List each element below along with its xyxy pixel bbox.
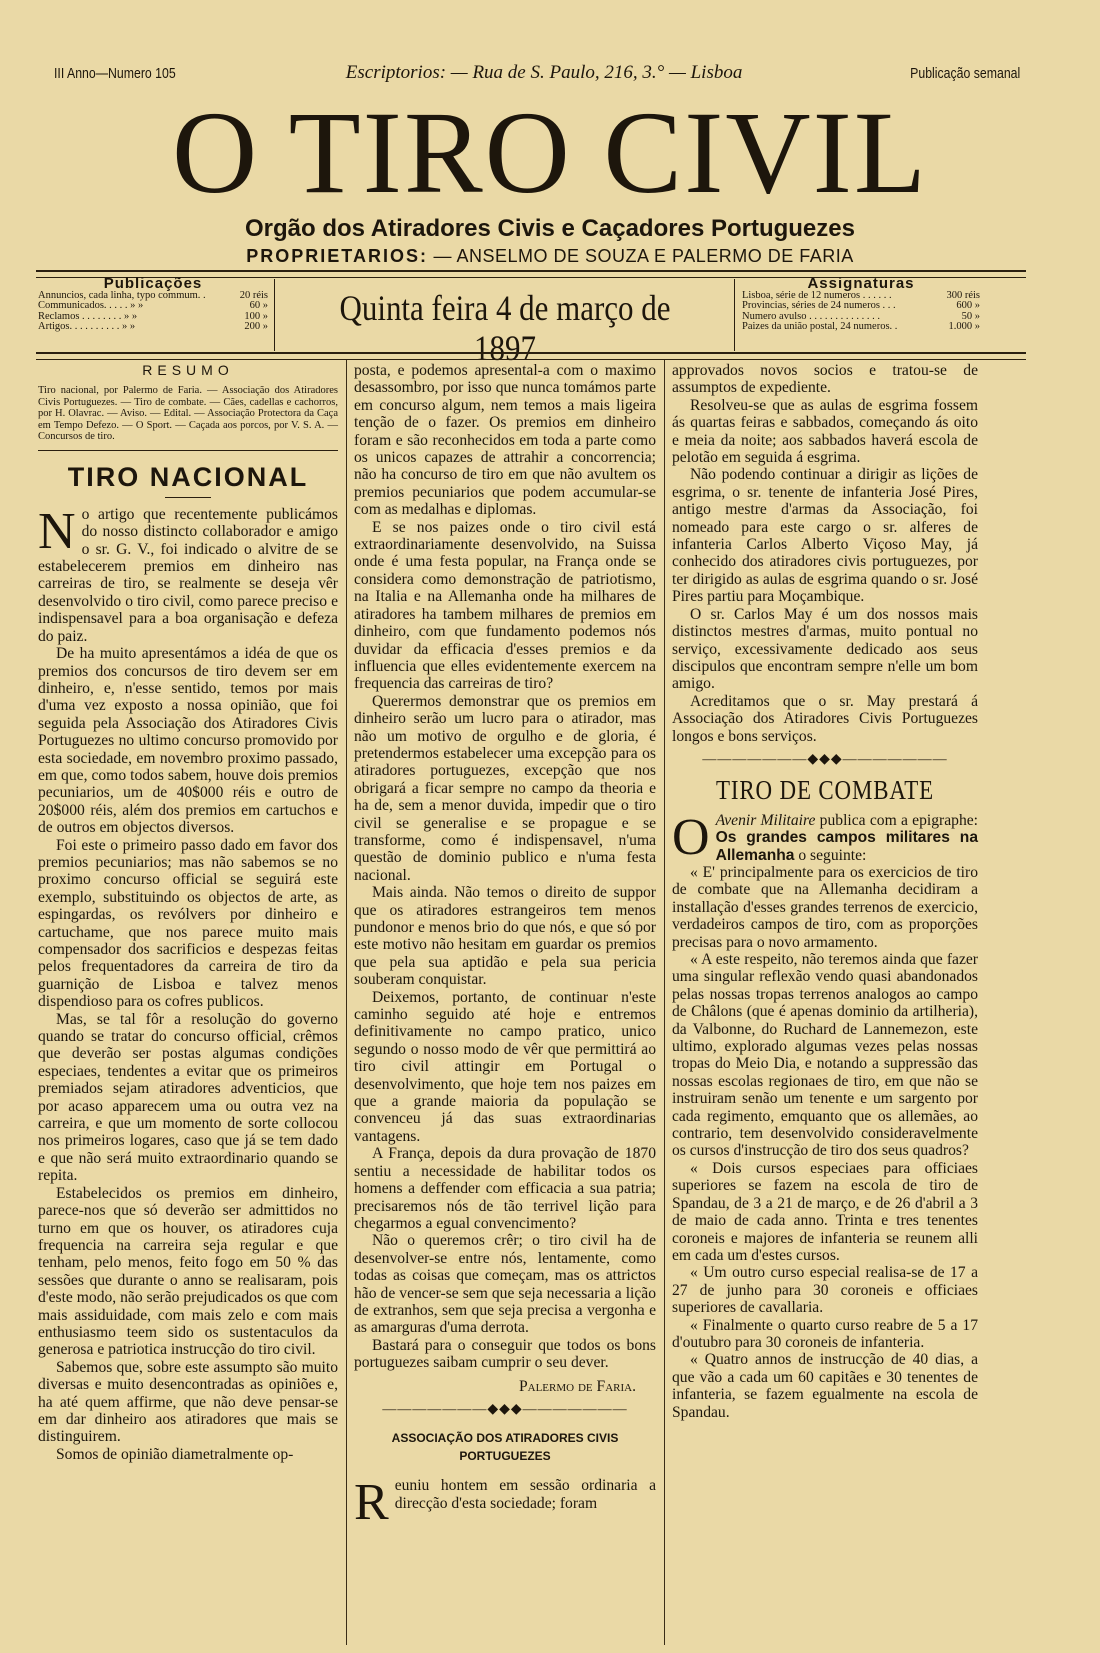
- article-paragraph: Sabemos que, sobre este assumpto são muito diversas e muito desencontradas as opiniões e, ha até quem affirme, que não deve pensar-se em dar dinheiro aos atiradores que mais se distinguirem.: [38, 1358, 338, 1446]
- article-paragraph: Acreditamos que o sr. May prestará á Associação dos Atiradores Civis Portuguezes longos e bons serviços.: [672, 692, 978, 745]
- paragraph-text: euniu hontem em sessão ordinaria a direcção d'esta sociedade; foram: [394, 1477, 656, 1512]
- article-paragraph: « Quatro annos de instrucção de 40 dias, a que vão a cada um 60 capitães e 30 tenentes de infanteria, se fazem egualmente na escola de Spandau.: [672, 1351, 978, 1421]
- subscription-label: Paizes da união postal, 24 numeros. .: [742, 322, 898, 332]
- drop-cap: O: [672, 808, 710, 866]
- subscription-value: 50 »: [961, 310, 980, 322]
- article-paragraph: « Finalmente o quarto curso reabre de 5 a 17 d'outubro para 30 coroneis de infanteria.: [672, 1316, 978, 1351]
- subscription-label: Numero avulso . . . . . . . . . . . . . .: [742, 311, 880, 322]
- subscription-value: 300 réis: [946, 289, 980, 301]
- article-paragraph: Somos de opinião diametralmente op-: [56, 1445, 294, 1463]
- owners-line: [0, 246, 1100, 267]
- article-paragraph: Foi este o primeiro passo dado em favor dos premios pecuniarios; mas não sabemos se no proximo concurso official se seguirá este exemplo, substituindo os objectos de arte, as espingardas, os revólvers por dinheiro e cartuchame, que nos parece muito mais compensador dos sacrificios e despezas feitas pelos frequentadores da carreira de tiro da guarnição de Lisboa e talvez menos dispendioso para os cofres publicos.: [38, 836, 338, 1011]
- masthead-subtitle: Orgão dos Atiradores Civis e Caçadores Portuguezes: [245, 215, 855, 242]
- article-paragraph: « Dois cursos especiaes para officiaes superiores se fazem na escola de tiro de Spandau, de 3 a 21 de março, e de 26 d'abril a 3 de maio de cada anno. Trinta e tres tenentes coroneis e majores de infanteria se reunem alli em cada um d'estes cursos.: [672, 1159, 978, 1264]
- resumo-text: Tiro nacional, por Palermo de Faria. — Associação dos Atiradores Civis Portuguezes. — Tiro de combate. — Cães, cadellas e cachorros, por H. Olavrac. — Aviso. — Edital. — Associação Protectora da Caça em Tempo Defezo. — O Sport. — Caçada aos porcos, por V. S. A. — Concursos de tiro.: [38, 385, 338, 443]
- rate-label: Artigos. . . . . . . . . . » »: [38, 322, 136, 332]
- paragraph-text: o artigo que recentemente publicámos do nosso distincto collaborador e amigo o sr. G. V., foi indicado o alvitre de se estabelecerem premios em dinheiro nas carreiras de tiro, se realmente se deseja vêr desenvolvido o tiro civil, como parece preciso e indispensavel para a boa organisação e defeza do paiz.: [38, 505, 338, 645]
- masthead-title: O TIRO CIVIL: [172, 87, 928, 218]
- column-3: [672, 362, 978, 1421]
- article-paragraph: Resolveu-se que as aulas de esgrima fossem ás quartas feiras e sabbados, começando ás oito e meia da noite; aos sabbados haverá escola de pelotão em seguida á esgrima.: [672, 396, 978, 467]
- subscription-row: [742, 322, 980, 333]
- article-paragraph: Deixemos, portanto, de continuar n'este caminho seguido até hoje e entremos definitivamente no campo pratico, unico segundo o nosso modo de vêr que permittirá ao tiro civil attingir em Portugal o desenvolvimento, que hoje tem nos paizes em que a grande maioria da população se convenceu já das suas extraordinarias vantagens.: [354, 988, 656, 1145]
- owners-label: PROPRIETARIOS:: [246, 246, 428, 266]
- band-rule: [36, 352, 1026, 360]
- issue-date: Quinta feira 4 de março de 1897: [339, 288, 671, 368]
- article-paragraph: « Um outro curso especial realisa-se de 17 a 27 de junho para 30 coroneis e officiaes superiores de cavallaria.: [672, 1264, 978, 1317]
- quoted-title: Os grandes campos militares na Allemanha: [715, 829, 978, 864]
- source-name: Avenir Militaire: [715, 811, 816, 829]
- rate-value: 20 réis: [239, 289, 268, 301]
- drop-cap: R: [354, 1474, 389, 1532]
- tiro-combate-title: TIRO DE COMBATE: [715, 775, 935, 806]
- top-strip: [54, 62, 1020, 84]
- rate-row: [38, 291, 268, 302]
- column-divider: [346, 360, 347, 1645]
- assignaturas-box: [742, 275, 980, 351]
- article-paragraph: « A este respeito, não teremos ainda que fazer uma singular reflexão vendo quasi abandonados pelas nossas tropas terrenos analogos ao campo de Châlons (que é apenas dominio da artilheria), da Valbonne, do Ruchard de Lannemezon, este ultimo, explorado algumas vezes pelas nossas tropas do Meio Dia, e notando a suppressão das nossas escolas regionaes de tiro, em que não se instruiram senão um tenente e um sargento por cada regimento, emquanto que os allemães, ao contrario, tem desenvolvido consideravelmente os cursos d'instrucção de tiro dos seus quadros?: [672, 951, 978, 1160]
- article-paragraph: O sr. Carlos May é um dos nossos mais distinctos mestres d'armas, muito pontual no serviço, excessivamente dedicado aos seus discipulos que encontram sempre n'elle um bom amigo.: [672, 605, 978, 693]
- signature: Palermo de Faria.: [518, 1377, 636, 1395]
- issue-number: III Anno—Numero 105: [54, 65, 176, 82]
- publication-frequency: Publicação semanal: [909, 65, 1020, 82]
- rate-row: [38, 312, 268, 323]
- subscription-row: [742, 312, 980, 323]
- assignaturas-title: Assignaturas: [807, 275, 915, 292]
- rate-value: 100 »: [244, 310, 268, 322]
- rate-label: Reclamos . . . . . . . . » »: [38, 311, 138, 322]
- paragraph-text: publica com a epigraphe:: [815, 811, 978, 829]
- column-1: [38, 362, 338, 1463]
- article-paragraph: E se nos paizes onde o tiro civil está extraordinariamente desenvolvido, na Suissa onde é uma festa popular, na França onde se considera como demonstração de patriotismo, na Italia e na Allemanha onde ha milhares de atiradores ha tambem milhares de premios em dinheiro, com que fundamento podemos nós duvidar da efficacia d'esses premios e da influencia que elles evidentemente exercem na frequencia das carreiras de tiro?: [354, 518, 656, 693]
- article-paragraph: De ha muito apresentámos a idéa de que os premios dos concursos de tiro devem ser em dinheiro, e, n'esse sentido, temos por mais d'uma vez exposto a nossa opinião, que foi seguida pela Associação dos Atiradores Civis Portuguezes no ultimo concurso promovido por esta sociedade, em novembro proximo passado, em que, como todos sabem, houve dois premios pecuniarios, um de 40$000 réis e outro de 20$000 réis, além dos premios em cartuchos e de outros em objectos diversos.: [38, 645, 338, 837]
- rate-label: Communicados. . . . . » »: [38, 301, 144, 311]
- owners-names: — ANSELMO DE SOUZA E PALERMO DE FARIA: [433, 246, 854, 266]
- rate-row: [38, 322, 268, 333]
- subscription-value: 600 »: [956, 300, 980, 311]
- rate-value: 200 »: [244, 321, 268, 332]
- article-paragraph: Não o queremos crêr; o tiro civil ha de desenvolver-se entre nós, lentamente, como todas as coisas que começam, mas os attrictos hão de vencer-se sem que seja necessaria a lição de extranhos, sem que seja precisa a vergonha e as amarguras d'uma derrota.: [354, 1232, 656, 1337]
- subscription-label: Provincias, séries de 24 numeros . . .: [742, 301, 896, 311]
- paragraph-text: o seguinte:: [794, 846, 867, 864]
- subscription-value: 1.000 »: [948, 321, 980, 332]
- rate-label: Annuncios, cada linha, typo commum. .: [38, 290, 206, 301]
- article-paragraph: Estabelecidos os premios em dinheiro, parece-nos que só deverão ser admittidos no turno em que os houver, os atiradores cuja frequencia na carreira seja regular e que tenham, pelo menos, feito fogo em 50 % das sessões que durante o anno se realisaram, pois d'este modo, não serão prejudicados os que com mais assiduidade, com mais zelo e com mais enthusiasmo teem sido os sustentaculos da generosa e patriotica instrucção do tiro civil.: [38, 1184, 338, 1359]
- subscription-label: Lisboa, série de 12 numeros . . . . . .: [742, 290, 892, 301]
- article-paragraph: [354, 1474, 656, 1532]
- article-paragraph: [672, 808, 978, 866]
- section-rule: [38, 450, 338, 451]
- article-paragraph: Querermos demonstrar que os premios em dinheiro serão um lucro para o atirador, mas não um motivo de orgulho e de gloria, é pretendermos estabelecer uma excepção para os atiradores portuguezes, excepção que nos obrigará a ficar sempre no campo da theoria e ha de, sem a menor duvida, impedir que o tiro civil se generalise e se propague e se transforme, como é indispensavel, n'uma questão de dominio publico e n'uma festa nacional.: [354, 692, 656, 884]
- title-rule: [165, 497, 211, 498]
- article-paragraph: approvados novos socios e tratou-se de assumptos de expediente.: [672, 362, 978, 397]
- band-divider: [274, 279, 275, 351]
- article-paragraph: Mas, se tal fôr a resolução do governo quando se tratar do concurso official, crêmos que deverão ser postas algumas condições especiaes, tendentes a evitar que os primeiros premiados sejam atiradores adventicios, que por acaso apparecem uma ou outra vez na carreira, e que um momento de sorte collocou nos primeiros logares, caso que já se tem dado e que não será muito extraordinario quando se repita.: [38, 1010, 338, 1185]
- office-address: Escriptorios: — Rua de S. Paulo, 216, 3.° — Lisboa: [345, 62, 743, 83]
- column-2: [354, 362, 656, 1532]
- tiro-nacional-title: TIRO NACIONAL: [67, 462, 309, 493]
- article-paragraph: posta, e podemos apresental-a com o maximo desassombro, por isso que nunca tomámos parte em concurso algum, nem temos a mais ligeira tenção de o fazer. Os premios em dinheiro foram e são reconhecidos em toda a parte como os unicos capazes de attrahir a concorrencia; não ha concurso de tiro em que não avultem os premios pecuniarios que podem accumular-se com as medalhas e diplomas.: [354, 362, 656, 519]
- subscription-row: [742, 301, 980, 312]
- article-paragraph: Não podendo continuar a dirigir as lições de esgrima, o sr. tenente de infanteria José Pires, antigo mestre d'armas da Associação, foi nomeado para este cargo o sr. alferes de infanteria Carlos Alberto Viçoso May, já conhecido dos atiradores civis portuguezes, por ter dirigido as aulas de esgrima quando o sr. José Pires partiu para Moçambique.: [672, 466, 978, 606]
- rate-row: [38, 301, 268, 312]
- band-divider: [734, 279, 735, 351]
- article-paragraph: Bastará para o conseguir que todos os bons portuguezes saibam cumprir o seu dever.: [354, 1336, 656, 1372]
- rate-value: 60 »: [249, 300, 268, 311]
- ornament-divider: ———————◆◆◆———————: [702, 751, 948, 767]
- associacao-title: ASSOCIAÇÃO DOS ATIRADORES CIVIS PORTUGUEZES: [391, 1431, 619, 1463]
- article-paragraph: Mais ainda. Não temos o direito de suppor que os atiradores estrangeiros tem menos pundonor e menos brio do que nós, e que só por este motivo não hesitam em guardar os premios que pela sua aptidão e pela sua pericia souberam conquistar.: [354, 884, 656, 989]
- article-paragraph: « E' principalmente para os exercicios de tiro de combate que na Allemanha decidiram a installação d'esses grandes terrenos de exercicio, verdadeiros campos de tiro, com as proporções precisas para o novo armamento.: [672, 863, 978, 951]
- article-paragraph: A França, depois da dura provação de 1870 sentiu a necessidade de habilitar todos os homens a deffender com efficacia a sua patria; precisaremos nós de tão terrivel lição para chegarmos a egual convencimento?: [354, 1145, 656, 1232]
- resumo-title: RESUMO: [142, 362, 234, 378]
- publicacoes-box: [38, 275, 268, 351]
- article-paragraph: [38, 502, 338, 645]
- publicacoes-title: Publicações: [103, 275, 203, 292]
- subscription-row: [742, 291, 980, 302]
- drop-cap: N: [38, 502, 76, 560]
- ornament-divider: ———————◆◆◆———————: [382, 1401, 628, 1417]
- column-divider: [664, 360, 665, 1645]
